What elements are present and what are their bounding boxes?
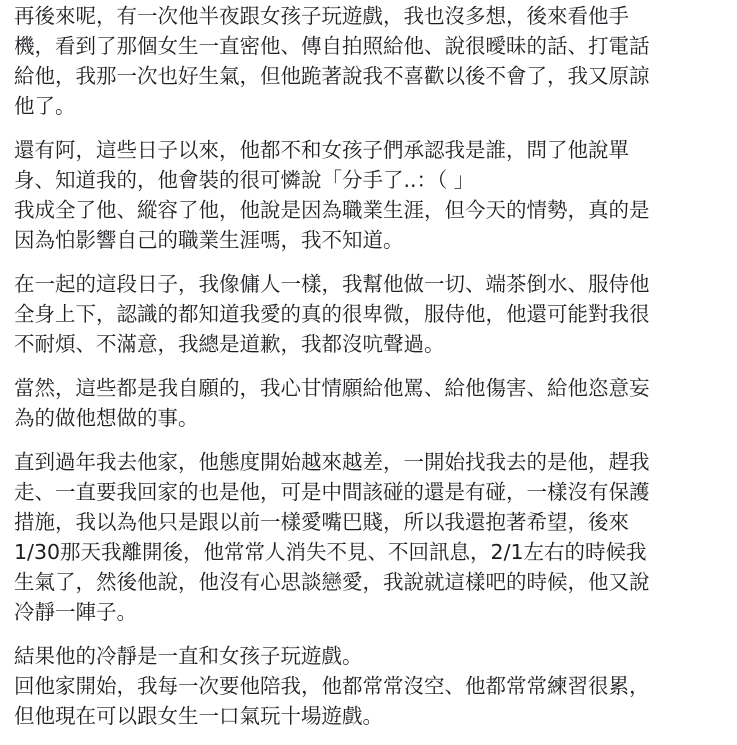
text-line: 措施，我以為他只是跟以前一樣愛嘴巴賤，所以我還抱著希望，後來: [14, 510, 629, 534]
text-line: 冷靜一陣子。: [14, 600, 137, 624]
text-line: 還有阿，這些日子以來，他都不和女孩子們承認我是誰，問了他說單: [14, 138, 629, 162]
text-line: 他了。: [14, 94, 76, 118]
text-line: 生氣了，然後他說，他沒有心思談戀愛，我說就這樣吧的時候，他又說: [14, 570, 650, 594]
text-line: 身、知道我的，他會裝的很可憐說「分手了..：（ 」: [14, 168, 475, 192]
text-line: 為的做他想做的事。: [14, 406, 199, 430]
text-line: 因為怕影響自己的職業生涯嗎，我不知道。: [14, 228, 404, 252]
paragraph-5: [14, 447, 729, 627]
text-line: 走、一直要我回家的也是他，可是中間該碰的還是有碰，一樣沒有保護: [14, 480, 650, 504]
text-line: 當然，這些都是我自願的，我心甘情願給他罵、給他傷害、給他恣意妄: [14, 376, 650, 400]
paragraph-4: [14, 373, 729, 433]
text-line: 回他家開始，我每一次要他陪我，他都常常沒空、他都常常練習很累，: [14, 674, 650, 698]
text-line: 結果他的冷靜是一直和女孩子玩遊戲。: [14, 644, 363, 668]
text-line: 我成全了他、縱容了他，他說是因為職業生涯，但今天的情勢，真的是: [14, 198, 650, 222]
text-line: 直到過年我去他家，他態度開始越來越差，一開始找我去的是他，趕我: [14, 450, 650, 474]
text-line: 全身上下，認識的都知道我愛的真的很卑微，服侍他，他還可能對我很: [14, 302, 650, 326]
text-line: 在一起的這段日子，我像傭人一樣，我幫他做一切、端茶倒水、服侍他: [14, 272, 650, 296]
paragraph-2: [14, 135, 729, 255]
text-line: 不耐煩、不滿意，我總是道歉，我都沒吭聲過。: [14, 332, 445, 356]
paragraph-6: [14, 641, 729, 731]
paragraph-1: [14, 1, 729, 121]
text-line: 但他現在可以跟女生一口氣玩十場遊戲。: [14, 704, 383, 728]
text-line: 給他，我那一次也好生氣，但他跪著說我不喜歡以後不會了，我又原諒: [14, 64, 650, 88]
text-line: 機，看到了那個女生一直密他、傳自拍照給他、說很曖昧的話、打電話: [14, 34, 650, 58]
paragraph-3: [14, 269, 729, 359]
post-body: [14, 1, 729, 745]
text-line: 再後來呢，有一次他半夜跟女孩子玩遊戲，我也沒多想，後來看他手: [14, 4, 629, 28]
text-line: 1/30那天我離開後，他常常人消失不見、不回訊息，2/1左右的時候我: [14, 540, 647, 564]
